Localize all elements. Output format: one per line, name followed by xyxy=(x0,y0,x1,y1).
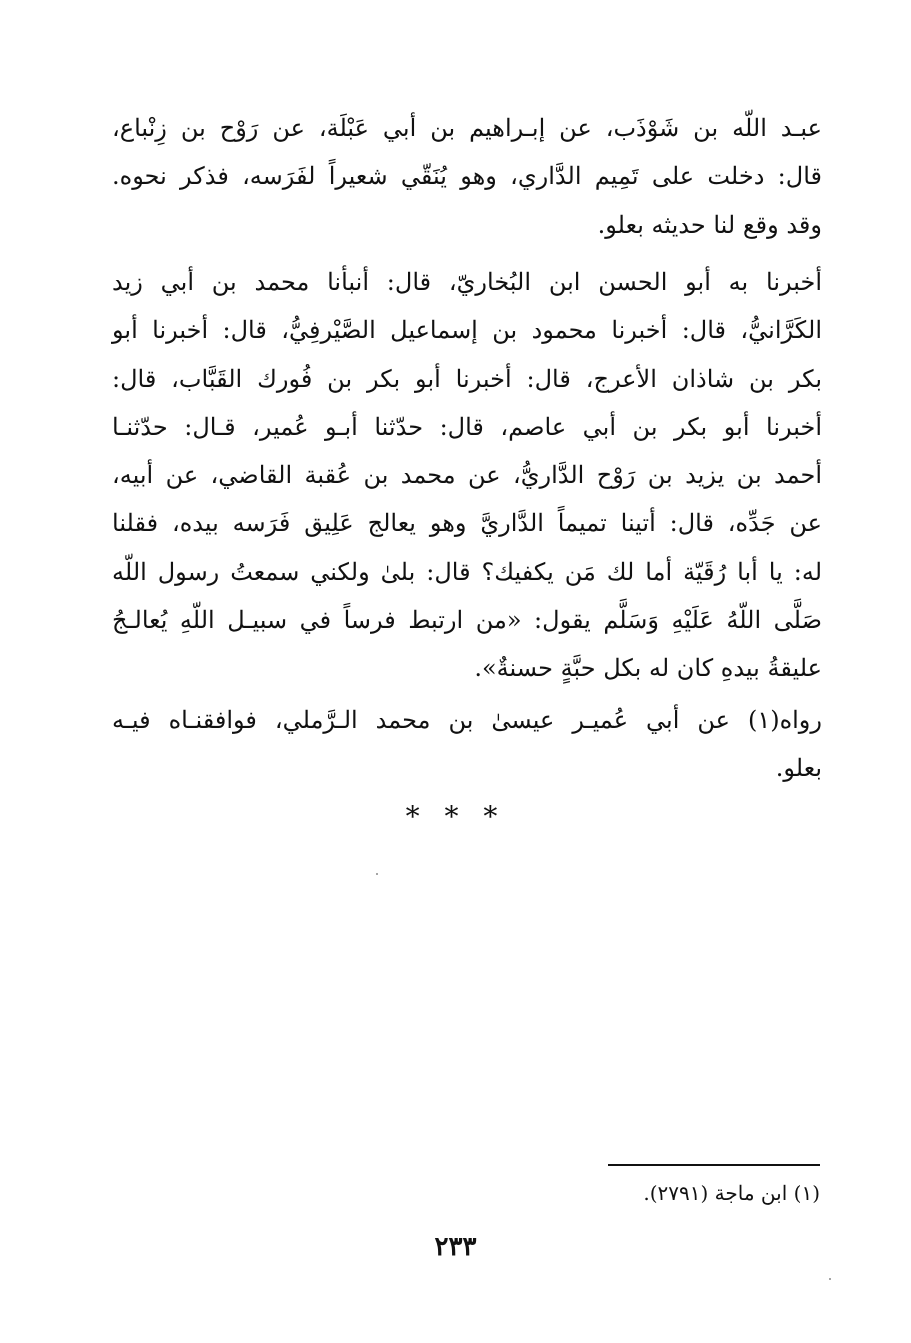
text-line: أحمد بن يزيد بن رَوْح الدَّاريُّ، عن محمد بن عُقبة القاضي، عن أبيه، xyxy=(112,461,822,490)
text-line: له: يا أبا رُقَيّة أما لك مَن يكفيك؟ قال: بلىٰ ولكني سمعتُ رسول اللّه xyxy=(112,557,822,586)
text-line: قال: دخلت على تَمِيم الدَّاري، وهو يُنَقّي شعيراً لفَرَسه، فذكر نحوه. xyxy=(112,162,822,191)
text-line: أخبرنا به أبو الحسن ابن البُخاريّ، قال: أنبأنا محمد بن أبي زيد xyxy=(112,268,822,296)
paragraph-1 xyxy=(112,104,822,249)
footnote: (١) ابن ماجة (٢٧٩١). xyxy=(643,1181,820,1205)
text-line: وقد وقع لنا حديثه بعلو. xyxy=(597,210,822,239)
text-line: بعلو. xyxy=(775,754,822,783)
text-line: الكَرَّانيُّ، قال: أخبرنا محمود بن إسماعيل الصَّيْرفِيُّ، قال: أخبرنا أبو xyxy=(112,316,822,345)
footnote-divider xyxy=(608,1164,820,1166)
scan-speck xyxy=(376,873,378,875)
paragraph-2 xyxy=(112,258,822,693)
text-line: عبـد اللّه بن شَوْذَب، عن إبـراهيم بن أبي عَبْلَة، عن رَوْح بن زِنْباع، xyxy=(112,114,822,142)
paragraph-3 xyxy=(112,696,822,793)
section-separator: * * * xyxy=(405,800,506,833)
text-line: أخبرنا أبو بكر بن أبي عاصم، قال: حدّثنا أبـو عُمير، قـال: حدّثنـا xyxy=(112,412,822,441)
text-line: عليقةُ بيدهِ كان له بكل حبَّةٍ حسنةٌ». xyxy=(474,654,822,683)
page-number: ٢٣٣ xyxy=(434,1232,477,1262)
text-line: بكر بن شاذان الأعرج، قال: أخبرنا أبو بكر بن فُورك القَبَّاب، قال: xyxy=(112,364,823,393)
text-line: عن جَدِّه، قال: أتينا تميماً الدَّاريَّ وهو يعالج عَلِيق فَرَسه بيده، فقلنا xyxy=(112,509,822,538)
text-line: رواه(١) عن أبي عُميـر عيسىٰ بن محمد الـرَّملي، فوافقنـاه فيـه xyxy=(112,706,822,734)
text-line: صَلَّى اللّهُ عَلَيْهِ وَسَلَّم يقول: «من ارتبط فرساً في سبيـل اللّهِ يُعالـجُ xyxy=(112,606,823,635)
scan-speck xyxy=(829,1278,831,1280)
